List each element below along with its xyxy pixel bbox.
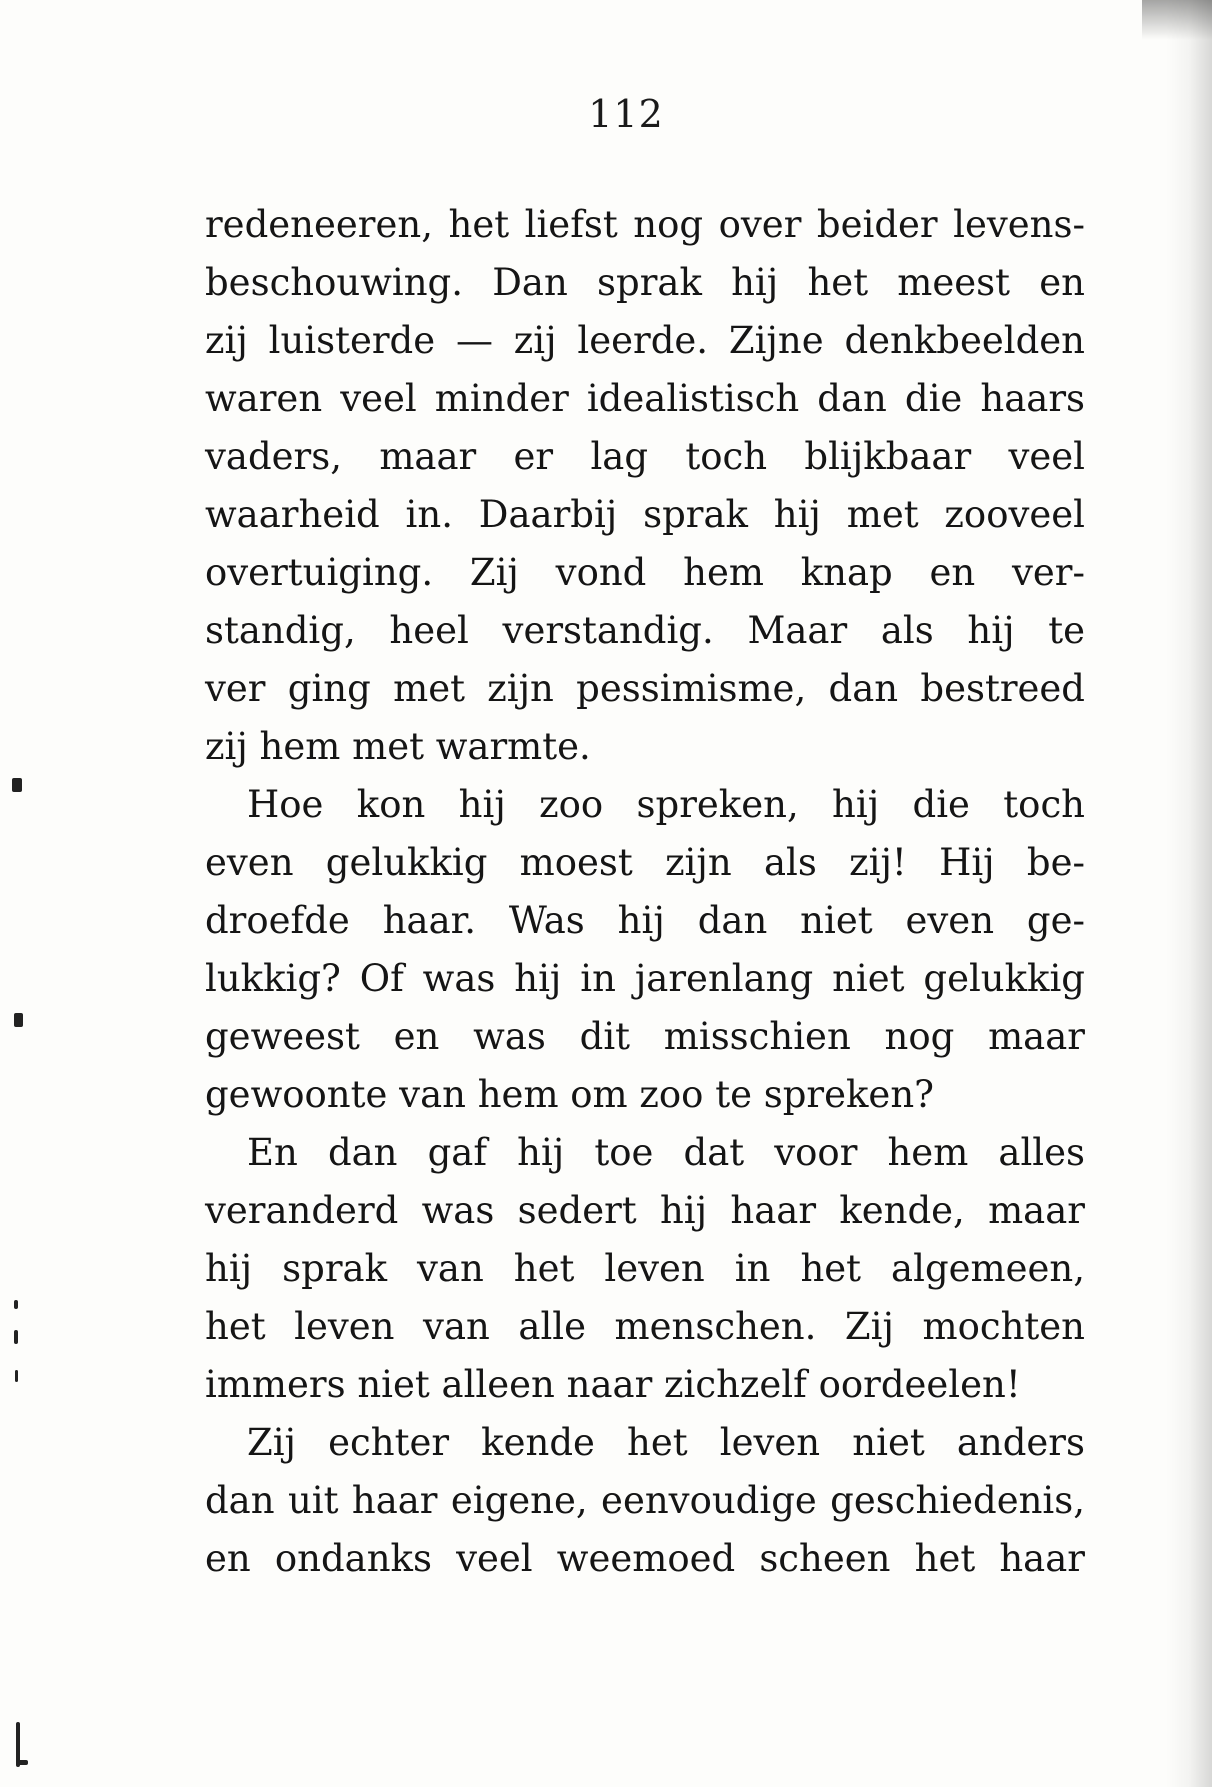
text-line: even gelukkig moest zijn als zij! Hij be- [205,841,1085,884]
text-line: veranderd was sedert hij haar kende, maar [205,1189,1085,1232]
text-line: geweest en was dit misschien nog maar [205,1015,1085,1058]
text-line: En dan gaf hij toe dat voor hem alles [247,1131,1085,1174]
scan-shadow-edge [1166,0,1212,1787]
scan-speck [15,1370,18,1382]
text-line: waren veel minder idealistisch dan die haars [205,377,1085,420]
text-line: dan uit haar eigene, eenvoudige geschiedenis, [205,1479,1085,1522]
scan-speck [16,1760,28,1765]
text-line: droefde haar. Was hij dan niet even ge- [205,899,1085,942]
text-line: redeneeren, het liefst nog over beider levens- [205,203,1085,246]
text-line: immers niet alleen naar zichzelf oordeelen! [205,1363,1021,1406]
text-line: overtuiging. Zij vond hem knap en ver- [205,551,1085,594]
text-line: zij luisterde — zij leerde. Zijne denkbeelden [205,319,1085,362]
scan-speck [14,1300,18,1309]
text-line: beschouwing. Dan sprak hij het meest en [205,261,1085,304]
text-line: Hoe kon hij zoo spreken, hij die toch [247,783,1085,826]
text-line: lukkig? Of was hij in jarenlang niet gelukkig [205,957,1085,1000]
scan-speck [14,1330,18,1344]
scan-speck [14,1013,23,1027]
body-text [205,196,1085,1588]
text-line: standig, heel verstandig. Maar als hij te [205,609,1085,652]
text-line: Zij echter kende het leven niet anders [247,1421,1085,1464]
text-line: zij hem met warmte. [205,725,591,768]
scan-shadow-corner [1142,0,1212,40]
text-line: hij sprak van het leven in het algemeen, [205,1247,1085,1290]
text-line: en ondanks veel weemoed scheen het haar [205,1537,1085,1580]
text-line: waarheid in. Daarbij sprak hij met zooveel [205,493,1085,536]
text-line: gewoonte van hem om zoo te spreken? [205,1073,934,1116]
text-line: ver ging met zijn pessimisme, dan bestreed [205,667,1085,710]
text-line: het leven van alle menschen. Zij mochten [205,1305,1085,1348]
text-line: vaders, maar er lag toch blijkbaar veel [205,435,1085,478]
scan-speck [12,778,22,792]
page-number: 112 [588,92,664,136]
